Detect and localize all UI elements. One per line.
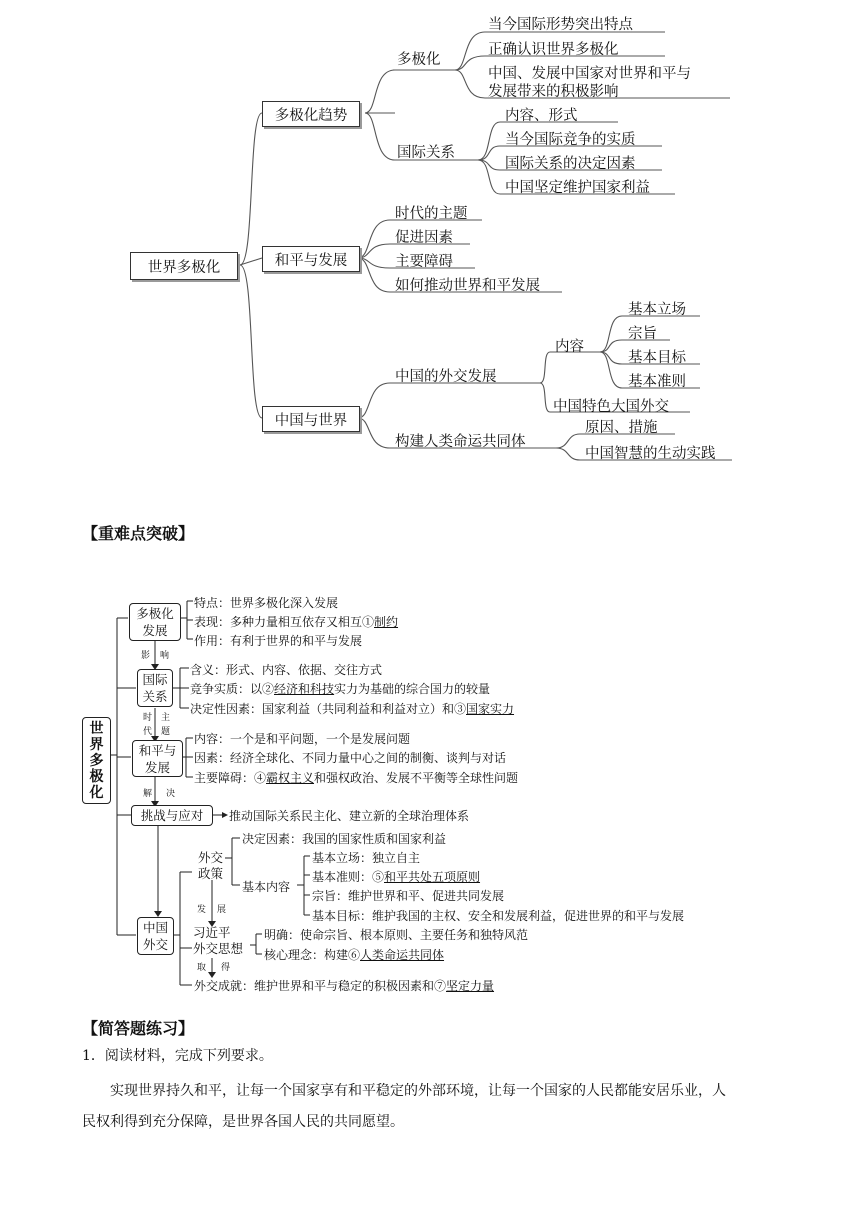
node-item: 如何推动世界和平发展 bbox=[395, 278, 540, 294]
node-item: 当今国际竞争的实质 bbox=[505, 132, 636, 148]
node-item: 中国、发展中国家对世界和平与 bbox=[488, 66, 691, 82]
d2-line: 含义：形式、内容、依据、交往方式 bbox=[190, 663, 383, 677]
node-item: 正确认识世界多极化 bbox=[488, 42, 619, 58]
d2-link-label: 发 bbox=[197, 905, 207, 915]
d2-challenge: 挑战与应对 bbox=[131, 805, 213, 826]
node-major-diplomacy: 中国特色大国外交 bbox=[553, 399, 669, 415]
d2-basic: 基本内容 bbox=[242, 880, 291, 894]
d2-link-label: 得 bbox=[221, 963, 231, 973]
d2-line: 决定性因素：国家利益（共同利益和利益对立）和③国家实力 bbox=[190, 702, 515, 716]
section-heading: 【重难点突破】 bbox=[82, 524, 195, 543]
d2-line: 因素：经济全球化、不同力量中心之间的制衡、谈判与对话 bbox=[194, 751, 507, 765]
d2-root: 世 界 多 极 化 bbox=[82, 717, 111, 804]
d2-link-label: 取 bbox=[197, 963, 207, 973]
root-node: 世界多极化 bbox=[130, 252, 238, 280]
d2-line: 内容：一个是和平问题，一个是发展问题 bbox=[194, 732, 411, 746]
branch-multipolar-trend: 多极化趋势 bbox=[262, 101, 360, 127]
d2-line: 核心理念：构建⑥人类命运共同体 bbox=[264, 948, 445, 962]
node-item: 当今国际形势突出特点 bbox=[488, 17, 633, 33]
node-community: 构建人类命运共同体 bbox=[395, 434, 526, 450]
d2-china-diplomacy: 中国 外交 bbox=[137, 917, 174, 955]
d2-link-label: 影 bbox=[141, 651, 151, 661]
d2-line: 作用：有利于世界的和平与发展 bbox=[194, 634, 363, 648]
material-text: 民权利得到充分保障，是世界各国人民的共同愿望。 bbox=[82, 1114, 404, 1130]
d2-intl-relations: 国际 关系 bbox=[137, 669, 173, 707]
d2-policy: 外交 政策 bbox=[198, 850, 224, 881]
node-item: 中国智慧的生动实践 bbox=[585, 446, 716, 462]
d2-line: 特点：世界多极化深入发展 bbox=[194, 596, 339, 610]
node-multipolar: 多极化 bbox=[397, 52, 441, 68]
d2-link-label: 决 bbox=[166, 789, 176, 799]
branch-peace-development: 和平与发展 bbox=[262, 246, 360, 272]
d2-link-label: 代 bbox=[143, 727, 153, 737]
question-text: 1．阅读材料，完成下列要求。 bbox=[82, 1048, 273, 1064]
d2-line: 基本准则：⑤和平共处五项原则 bbox=[312, 870, 481, 884]
node-diplomacy: 中国的外交发展 bbox=[395, 369, 497, 385]
d2-multipolar-dev: 多极化 发展 bbox=[129, 603, 181, 641]
node-item: 时代的主题 bbox=[395, 206, 468, 222]
d2-line: 竞争实质：以②经济和科技实力为基础的综合国力的较量 bbox=[190, 682, 491, 696]
d2-link-label: 解 bbox=[143, 789, 153, 799]
d2-line: 主要障碍：④霸权主义和强权政治、发展不平衡等全球性问题 bbox=[194, 771, 519, 785]
d2-link-label: 展 bbox=[217, 905, 227, 915]
node-item: 基本立场 bbox=[628, 302, 686, 318]
node-item: 发展带来的积极影响 bbox=[488, 84, 619, 100]
d2-link-label: 主 bbox=[161, 713, 171, 723]
d2-line: 明确：使命宗旨、根本原则、主要任务和独特风范 bbox=[264, 928, 529, 942]
d2-achieve: 外交成就：维护世界和平与稳定的积极因素和⑦坚定力量 bbox=[194, 979, 495, 993]
material-text: 实现世界持久和平，让每一个国家享有和平稳定的外部环境，让每一个国家的人民都能安居乐业，人 bbox=[110, 1083, 726, 1099]
node-item: 国际关系的决定因素 bbox=[505, 156, 636, 172]
d2-line: 表现：多种力量相互依存又相互①制约 bbox=[194, 615, 399, 629]
node-item: 基本准则 bbox=[628, 374, 686, 390]
node-item: 基本目标 bbox=[628, 350, 686, 366]
d2-line: 基本立场：独立自主 bbox=[312, 851, 421, 865]
node-content: 内容 bbox=[555, 339, 584, 355]
node-item: 中国坚定维护国家利益 bbox=[505, 180, 650, 196]
d2-peace-dev: 和平与 发展 bbox=[132, 740, 183, 777]
node-intl-relations: 国际关系 bbox=[397, 145, 455, 161]
d2-link-label: 时 bbox=[143, 713, 153, 723]
branch-china-world: 中国与世界 bbox=[262, 406, 360, 432]
d2-link-label: 响 bbox=[160, 651, 170, 661]
d2-line: 基本目标：维护我国的主权、安全和发展利益，促进世界的和平与发展 bbox=[312, 909, 685, 923]
node-item: 宗旨 bbox=[628, 326, 657, 342]
d2-line: 决定因素：我国的国家性质和国家利益 bbox=[242, 832, 447, 846]
d2-link-label: 题 bbox=[161, 727, 171, 737]
section-heading: 【简答题练习】 bbox=[82, 1019, 195, 1038]
d2-line: 推动国际关系民主化、建立新的全球治理体系 bbox=[229, 809, 470, 823]
node-item: 内容、形式 bbox=[505, 108, 578, 124]
node-item: 促进因素 bbox=[395, 230, 453, 246]
d2-line: 宗旨：维护世界和平、促进共同发展 bbox=[312, 889, 505, 903]
d2-xi: 习近平 外交思想 bbox=[193, 925, 244, 956]
node-item: 原因、措施 bbox=[585, 420, 658, 436]
node-item: 主要障碍 bbox=[395, 254, 453, 270]
